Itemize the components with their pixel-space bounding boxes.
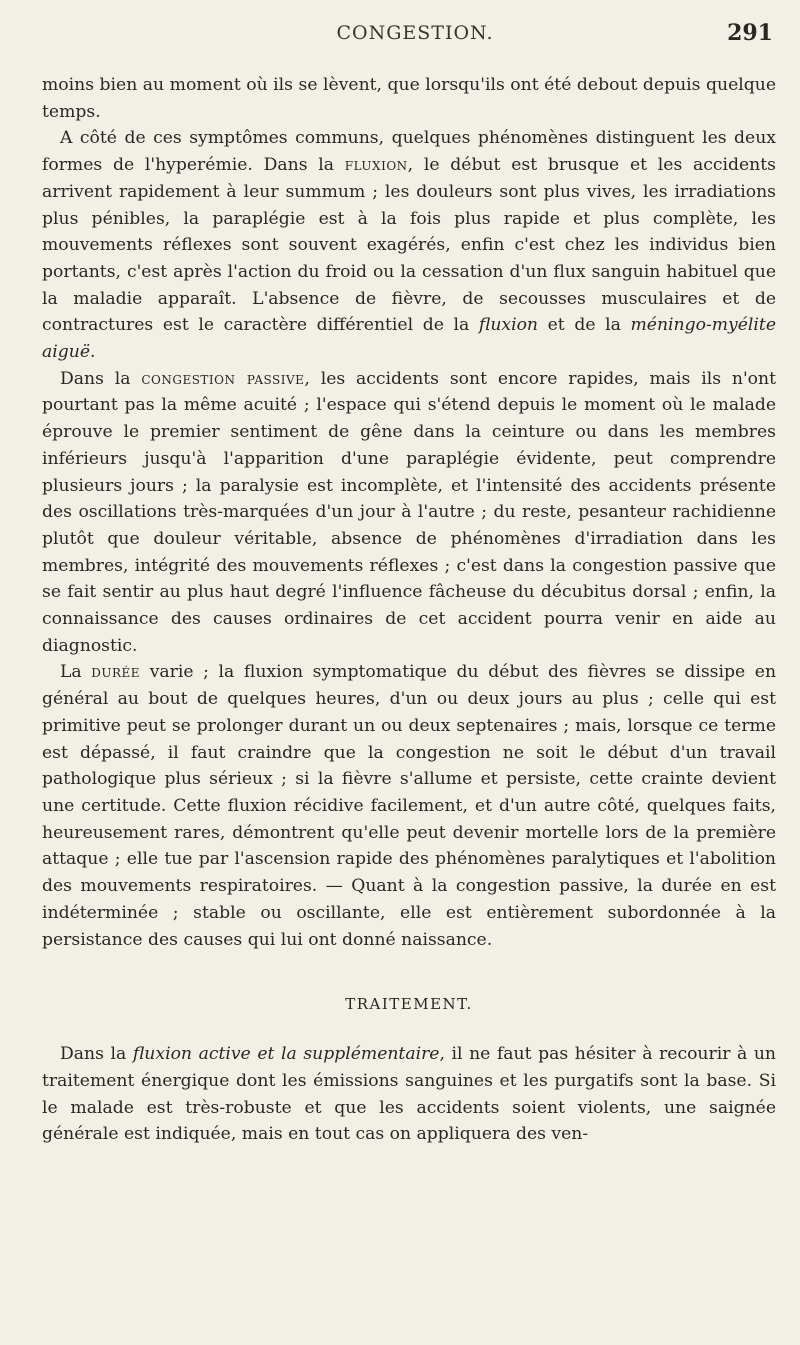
paragraph-continuation: [42, 72, 776, 125]
term-meningo-myelite: méningo-myélite aiguë: [42, 315, 776, 363]
paragraph-text: A côté de ces symptômes communs, quelques phénomènes distinguent les deux formes de l'hyperémie. Dans la: [42, 128, 776, 176]
paragraph-text: .: [90, 342, 96, 363]
term-fluxion-italic: fluxion: [478, 315, 539, 336]
paragraph-text: , le début est brusque et les accidents arrivent rapidement à leur summum ; les douleurs sont plus vives, les irradiations plus pénibles, la paraplégie est à la fois plus rapide et plus complète, les mouvements réflexes sont souvent exagérés, enfin c'est chez les individus bien portants, c'est après l'action du froid ou la cessation d'un flux sanguin habituel que la maladie apparaît. L'absence de fièvre, de secousses musculaires et de contractures est le caractère différentiel de la: [42, 155, 776, 336]
paragraph-text: La: [60, 662, 92, 683]
section-heading-treatment: TRAITEMENT.: [345, 995, 473, 1014]
body-text: [42, 72, 776, 1148]
paragraph-passive-congestion: [42, 366, 776, 660]
term-fluxion-active: fluxion active et la supplémentaire: [132, 1044, 440, 1065]
paragraph-text: , les accidents sont encore rapides, mais ils n'ont pourtant pas la même acuité ; l'espace qui s'étend depuis le moment où le malade éprouve le premier sentiment de gêne dans la ceinture ou dans les membres inférieurs jusqu'à l'apparition d'une paraplégie évidente, peut comprendre plusieurs jours ; la paralysie est incomplète, et l'intensité des accidents présente des oscillations très-marquées d'un jour à l'autre ; du reste, pesanteur rachidienne plutôt que douleur véritable, absence de phénomènes d'irradiation dans les membres, intégrité des mouvements réflexes ; c'est dans la congestion passive que se fait sentir au plus haut degré l'influence fâcheuse du décubitus dorsal ; enfin, la connaissance des causes ordinaires de cet accident pourra venir en aide au diagnostic.: [42, 368, 776, 656]
term-fluxion: fluxion: [344, 155, 408, 176]
term-congestion-passive: congestion passive: [141, 368, 305, 389]
paragraph-text: Dans la: [60, 1044, 133, 1065]
running-head: [55, 14, 775, 54]
paragraph-text: varie ; la fluxion symptomatique du début des fièvres se dissipe en général au bout de quelques heures, d'un ou deux jours au plus ; celle qui est primitive peut se prolonger durant un ou deux septenaires ; mais, lorsque ce terme est dépassé, il faut craindre que la congestion ne soit le début d'un travail pathologique plus sérieux ; si la fièvre s'allume et persiste, cette crainte devient une certitude. Cette fluxion récidive facilement, et d'un autre côté, quelques faits, heureusement rares, démontrent qu'elle peut devenir mortelle lors de la première attaque ; elle tue par l'ascension rapide des phénomènes paralytiques et l'abolition des mouvements respiratoires. — Quant à la congestion passive, la durée en est indéterminée ; stable ou oscillante, elle est entièrement subordonnée à la persistance des causes qui lui ont donné naissance.: [42, 662, 777, 950]
paragraph-text: Dans la: [60, 368, 142, 389]
paragraph-text: et de la: [538, 315, 631, 336]
paragraph-forms-of-hyperemia: [42, 125, 776, 365]
page-number: 291: [727, 20, 773, 46]
paragraph-treatment: [42, 1041, 776, 1148]
running-title: CONGESTION.: [336, 22, 494, 44]
paragraph-duration: [42, 659, 776, 953]
paragraph-text: moins bien au moment où ils se lèvent, que lorsqu'ils ont été debout depuis quelque temps.: [42, 75, 776, 122]
paragraph-text: , il ne faut pas hésiter à recourir à un traitement énergique dont les émissions sanguines et les purgatifs sont la base. Si le malade est très-robuste et que les accidents soient violents, une saignée générale est indiquée, mais en tout cas on appliquera des ven-: [42, 1044, 776, 1145]
term-duree: durée: [91, 662, 141, 683]
